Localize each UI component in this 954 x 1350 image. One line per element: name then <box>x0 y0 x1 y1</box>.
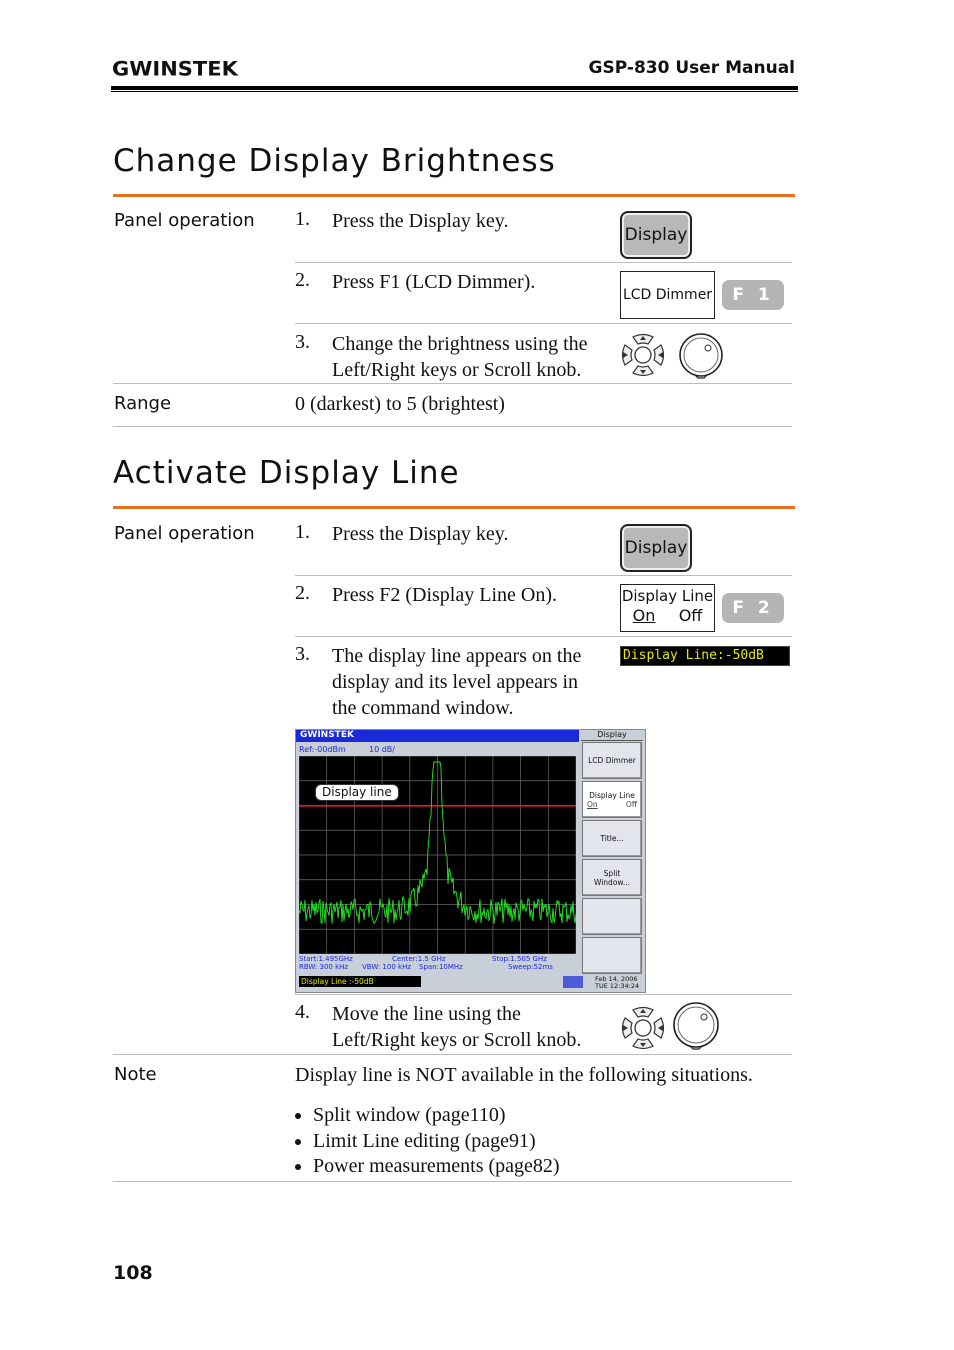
note-item: • Power measurements (page82) <box>313 1154 793 1180</box>
step-number: 3. <box>295 643 310 665</box>
screen-menu-title: Display <box>597 730 627 739</box>
screen-time: TUE 12:34:24 <box>595 982 640 990</box>
panel-operation-label: Panel operation <box>114 210 255 231</box>
screen-softkey-title: Display Line <box>589 790 635 800</box>
screen-softkey: LCD Dimmer <box>582 742 642 779</box>
screen-brand: GWINSTEK <box>300 730 354 740</box>
softkey-off: Off <box>678 606 703 625</box>
page-number: 108 <box>113 1262 153 1284</box>
f2-key[interactable]: F 2 <box>722 593 784 623</box>
manual-title: GSP-830 User Manual <box>588 58 795 78</box>
step-text: Change the brightness using the Left/Right keys or Scroll knob. <box>332 333 588 381</box>
screen-rbw: RBW: 300 kHz <box>299 963 349 971</box>
step-number: 2. <box>295 269 310 291</box>
step-number: 1. <box>295 208 310 230</box>
range-label: Range <box>114 393 172 414</box>
screen-sweep: Sweep:52ms <box>508 963 553 971</box>
step-number: 4. <box>295 1001 310 1023</box>
row-divider <box>295 636 792 637</box>
screen-scale: 10 dB/ <box>369 745 395 754</box>
screen-ref: Ref:-00dBm <box>299 745 346 754</box>
note-list <box>295 1103 793 1180</box>
row-divider <box>295 575 792 576</box>
softkey-on: On <box>632 606 656 625</box>
display-line-callout: Display line <box>315 784 399 801</box>
screen-span: Span:10MHz <box>419 963 463 971</box>
step-text: Move the line using the Left/Right keys or Scroll knob. <box>332 1003 582 1051</box>
scroll-knob-icon <box>671 1001 721 1051</box>
range-text: 0 (darkest) to 5 (brightest) <box>295 393 505 415</box>
screen-stop: Stop:1.505 GHz <box>492 955 547 963</box>
f1-key[interactable]: F 1 <box>722 280 784 310</box>
screen-softkey-on: On <box>587 799 598 809</box>
step-number: 2. <box>295 582 310 604</box>
row-divider <box>295 994 792 995</box>
display-key[interactable]: Display <box>620 524 692 572</box>
screen-date: Feb 14, 2006 <box>595 975 638 983</box>
note-label: Note <box>114 1064 157 1085</box>
display-key[interactable]: Display <box>620 211 692 259</box>
screen-softkey: Title... <box>582 820 642 857</box>
row-divider <box>295 323 792 324</box>
screen-start: Start:1.495GHz <box>299 955 353 963</box>
brand-logo: GWINSTEK <box>112 57 238 81</box>
header-rule <box>111 86 798 90</box>
note-text: Display line is NOT available in the following situations. <box>295 1064 753 1086</box>
section-title-display-line: Activate Display Line <box>113 455 460 491</box>
note-item: • Limit Line editing (page91) <box>313 1129 793 1155</box>
section-rule <box>113 506 795 509</box>
scroll-knob-icon <box>676 331 726 379</box>
screen-center: Center:1.5 GHz <box>392 955 446 963</box>
lcd-dimmer-softkey[interactable]: LCD Dimmer <box>620 271 715 319</box>
row-divider <box>113 383 792 384</box>
step-text: Press the Display key. <box>332 210 509 232</box>
row-divider <box>113 426 792 427</box>
analyzer-screenshot <box>295 729 646 993</box>
screen-softkey-off: Off <box>625 799 637 809</box>
row-divider <box>113 1181 792 1182</box>
screen-vbw: VBW: 100 kHz <box>362 963 412 971</box>
section-title-brightness: Change Display Brightness <box>113 143 556 179</box>
screen-cmd-window: Display Line :-50dB <box>299 976 421 987</box>
command-window: Display Line:-50dB <box>620 646 790 666</box>
arrow-keys-icon <box>618 331 668 379</box>
screen-softkey: Split Window... <box>582 859 642 896</box>
status-icon <box>563 976 583 988</box>
header-rule-thin <box>111 91 798 92</box>
step-number: 3. <box>295 331 310 353</box>
screen-datetime <box>595 976 639 990</box>
row-divider <box>113 1054 792 1055</box>
step-number: 1. <box>295 521 310 543</box>
step-text: Press F1 (LCD Dimmer). <box>332 271 536 293</box>
panel-operation-label: Panel operation <box>114 523 255 544</box>
screen-title-bar <box>296 730 579 742</box>
section-rule <box>113 194 795 197</box>
softkey-title: Display Line <box>621 587 714 605</box>
screen-softkey <box>582 937 642 974</box>
screen-softkey <box>582 898 642 935</box>
arrow-keys-icon <box>618 1004 668 1052</box>
display-line-softkey[interactable] <box>620 584 715 632</box>
note-item: • Split window (page110) <box>313 1103 793 1129</box>
row-divider <box>295 262 792 263</box>
screen-softkey <box>582 781 642 818</box>
step-text: Press F2 (Display Line On). <box>332 584 557 606</box>
step-text: The display line appears on the display and its level appears in the command window. <box>332 645 582 719</box>
step-text: Press the Display key. <box>332 523 509 545</box>
